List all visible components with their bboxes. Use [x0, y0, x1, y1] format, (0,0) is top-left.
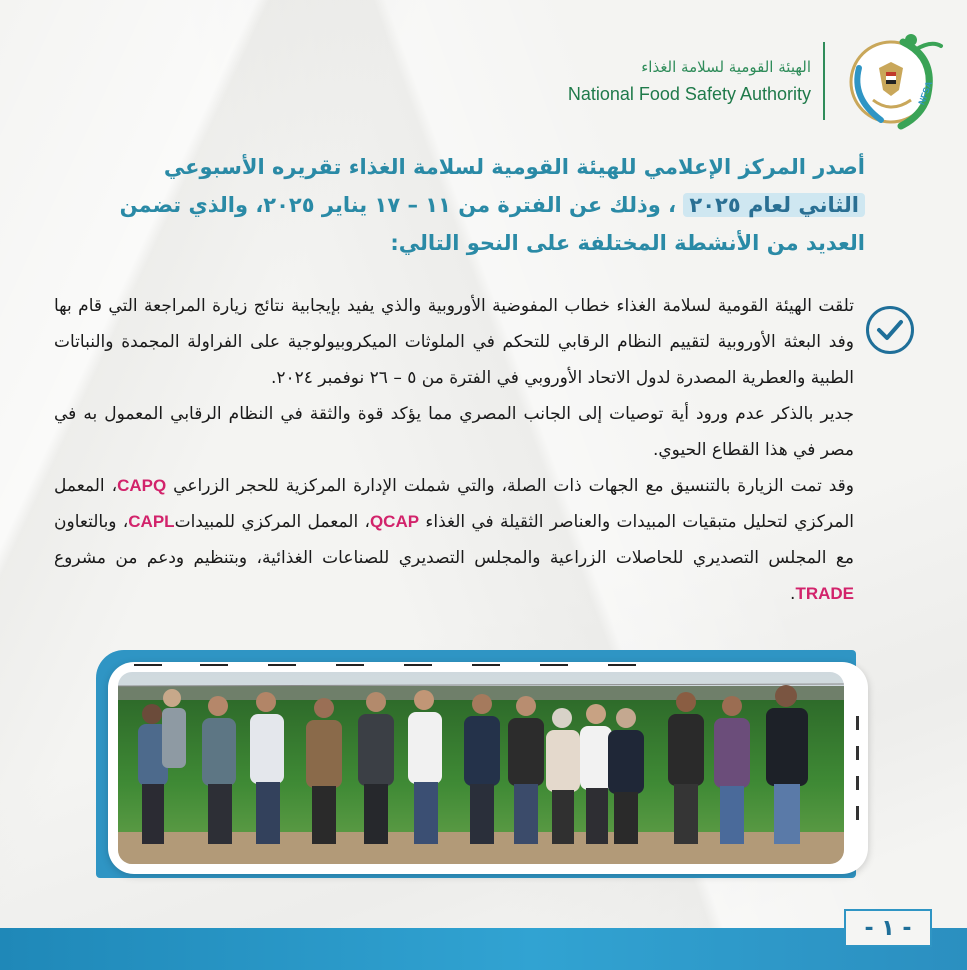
coord-text-b: ، المعمل المركزي لتحليل متبقيات المبيدات والعناصر الثقيلة في الغذاء	[54, 476, 854, 532]
paragraph-no-recommendations: جدير بالذكر عدم ورود أية توصيات إلى الجانب المصري مما يؤكد قوة والثقة في النظام الرقابي المعمول به في مصر في هذا القطاع الحيوي.	[54, 404, 854, 460]
acronym-capq: CAPQ	[117, 476, 167, 495]
acronym-capl: CAPL	[128, 512, 175, 531]
page-number: - ١ -	[844, 909, 932, 947]
logo-text: NFSA	[915, 79, 934, 107]
nfsa-logo-icon	[841, 28, 945, 132]
intro-highlight: الثاني لعام ٢٠٢٥	[683, 193, 865, 217]
intro-part2: ، وذلك عن الفترة من ١١ – ١٧ يناير ٢٠٢٥، والذي تضمن العديد من الأنشطة المختلفة على النحو التالي:	[119, 193, 865, 255]
body-text	[54, 288, 854, 612]
frame-dash	[472, 664, 500, 666]
frame-dash	[200, 664, 228, 666]
frame-dash	[336, 664, 364, 666]
paragraph-eu-audit: تلقت الهيئة القومية لسلامة الغذاء خطاب المفوضية الأوروبية والذي يفيد بإيجابية نتائج زيارة المراجعة التي قام بها وفد البعثة الأوروبية لتقييم النظام الرقابي للتحكم في الملوثات الميكروبيولوجية على الفراولة المجمدة والنباتات الطبية والعطرية المصدرة لدول الاتحاد الأوروبي في الفترة من ٥ – ٢٦ نوفمبر ٢٠٢٤.	[54, 296, 854, 388]
coord-text-d: ، وبالتعاون مع المجلس التصديري للحاصلات الزراعية والمجلس التصديري للصناعات الغذائية، وبتنظيم ودعم من مشروع	[54, 512, 854, 568]
coord-text-c: ، المعمل المركزي للمبيدات	[174, 512, 370, 532]
group-photo	[118, 672, 844, 864]
org-name-arabic: الهيئة القومية لسلامة الغذاء	[641, 58, 811, 76]
coord-text-e: .	[790, 584, 796, 604]
frame-vdash	[856, 716, 859, 730]
page-header	[465, 24, 945, 134]
footer-bar	[0, 928, 967, 970]
frame-vdash	[856, 776, 859, 790]
frame-dash	[540, 664, 568, 666]
intro-part1: أصدر المركز الإعلامي للهيئة القومية لسلامة الغذاء تقريره الأسبوعي	[163, 155, 865, 179]
frame-dash	[268, 664, 296, 666]
frame-vdash	[856, 746, 859, 760]
coord-text-a: وقد تمت الزيارة بالتنسيق مع الجهات ذات الصلة، والتي شملت الإدارة المركزية للحجر الزراعي	[173, 476, 855, 496]
frame-dash	[608, 664, 636, 666]
intro-heading	[100, 148, 865, 262]
frame-vdash	[856, 806, 859, 820]
acronym-trade: TRADE	[795, 584, 854, 603]
frame-dash	[404, 664, 432, 666]
acronym-qcap: QCAP	[369, 512, 420, 531]
org-name-english: National Food Safety Authority	[567, 84, 811, 104]
check-circle-icon	[866, 306, 914, 354]
frame-dash	[134, 664, 162, 666]
header-divider	[823, 42, 825, 120]
paragraph-coordination	[54, 468, 854, 612]
